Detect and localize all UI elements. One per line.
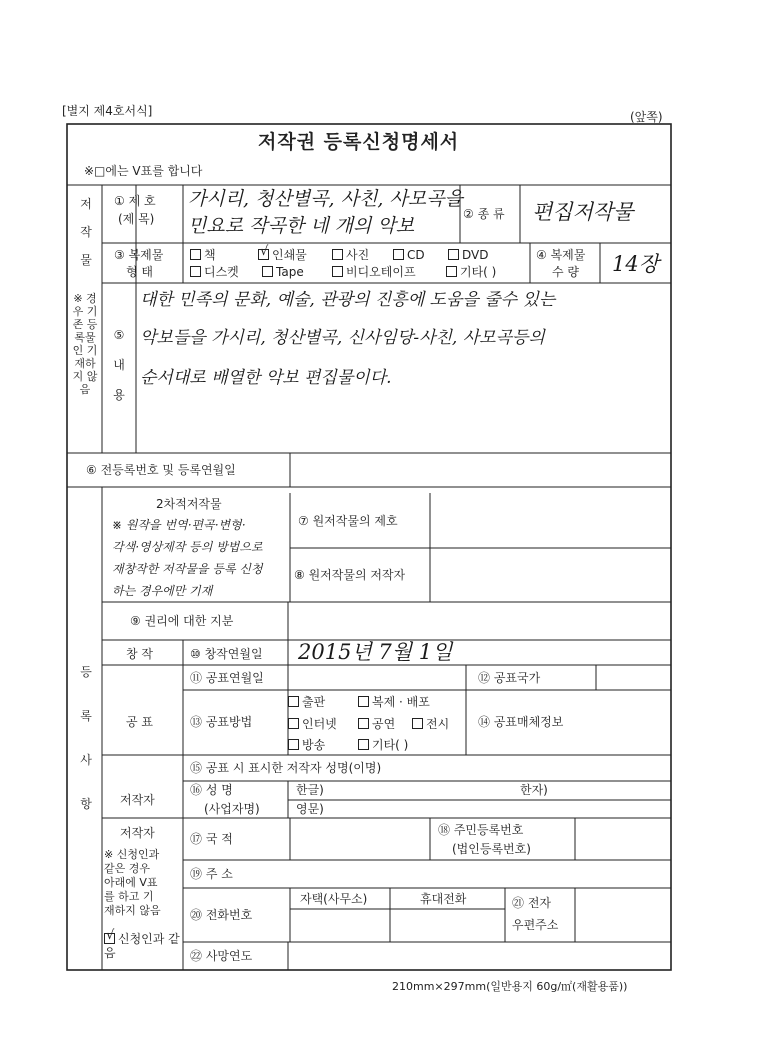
name-korean-label: 한글) [296,783,324,797]
copy-option-tape[interactable]: Tape [262,265,304,279]
content-label: ⑤ 내 용 [113,328,125,402]
applicant-note-1: ※ 신청인과 [104,848,160,861]
applicant-note-2: 같은 경우 [104,862,151,875]
checkbox-icon [358,696,369,707]
copy-option-dvd[interactable]: DVD [448,248,488,262]
form-number: [별지 제4호서식] [62,104,153,118]
creation-label: 창 작 [126,647,153,661]
copy-count-value: 14장 [612,252,660,276]
paper-spec: 210mm×297mm(일반용지 60g/㎡(재활용품)) [392,980,628,993]
checkbox-icon [190,249,201,260]
publication-date-label: ⑪ 공표연월일 [190,671,264,685]
copy-option-diskette[interactable]: 디스켓 [190,265,239,279]
copy-form-label: ③ 복제물 [114,248,164,262]
pub-method-distribution[interactable]: 복제 · 배포 [358,695,430,709]
copy-option-print[interactable]: √ 인쇄물 [260,244,307,262]
author-label: 저작자 [120,793,155,807]
pub-method-exhibition[interactable]: 전시 [412,717,449,731]
checkbox-icon [190,266,201,277]
type-label: ② 종 류 [463,207,505,221]
checkbox-icon [393,249,404,260]
resident-number-label-sub: (법인등록번호) [452,842,531,856]
publication-author-name-label: ⑮ 공표 시 표시한 저작자 성명(이명) [190,761,382,775]
rights-share-label: ⑨ 권리에 대한 지분 [130,614,234,628]
copy-option-other[interactable]: 기타( ) [446,265,496,279]
publication-media-label: ⑭ 공표매체정보 [478,715,564,729]
checkbox-icon [412,718,423,729]
death-year-label: ㉒ 사망연도 [190,949,253,963]
copy-count-label-sub: 수 량 [552,265,579,279]
pub-method-performance[interactable]: 공연 [358,717,395,731]
checkbox-icon [288,696,299,707]
title-value-line1: 가시리, 청산별곡, 사친, 사모곡을 [188,188,463,210]
same-as-applicant-checkbox[interactable]: √ 신청인과 같음 [104,928,180,960]
title-label: ① 제 호 [114,194,156,208]
publication-label: 공 표 [126,715,153,729]
content-value-line2: 악보들을 가시리, 청산별곡, 신사임당-사친, 사모곡등의 [140,328,545,348]
checkbox-icon [448,249,459,260]
title-value-line2: 민요로 작곡한 네 개의 악보 [188,215,415,237]
name-label: ⑯ 성 명 [190,783,233,797]
email-label-sub: 우편주소 [512,918,559,932]
copy-option-videotape[interactable]: 비디오테이프 [332,265,416,279]
resident-number-label: ⑱ 주민등록번호 [438,823,524,837]
original-title-label: ⑦ 원저작물의 제호 [298,514,398,528]
publication-country-label: ⑫ 공표국가 [478,671,541,685]
prior-registration-label: ⑥ 전등록번호 및 등록연월일 [86,463,236,477]
pub-method-publishing[interactable]: 출판 [288,695,325,709]
derivative-note-4: 하는 경우에만 기재 [112,584,213,598]
name-english-label: 영문) [296,802,324,816]
creation-date-value: 2015년 7월 1일 [298,640,453,664]
checkbox-checked-icon: √ [106,928,115,943]
derivative-note-2: 각색·영상제작 등의 방법으로 [112,540,263,554]
phone-mobile-label: 휴대전화 [420,892,467,906]
derivative-title: 2차적저작물 [156,497,222,511]
checkbox-icon [288,718,299,729]
checkbox-instruction: ※□에는 V표를 합니다 [84,164,203,178]
copy-option-cd[interactable]: CD [393,248,425,262]
name-label-sub: (사업자명) [204,802,260,816]
pub-method-internet[interactable]: 인터넷 [288,717,337,731]
checkbox-icon [332,266,343,277]
nationality-label: ⑰ 국 적 [190,832,233,846]
applicant-note-3: 아래에 V표 [104,876,158,889]
applicant-author-label: 저작자 [120,826,155,840]
applicant-note-4: 를 하고 기 [104,890,154,903]
name-hanja-label: 한자) [520,783,548,797]
content-note: ※ 경우 기존 등록물인 기재하지 않음 [72,292,98,396]
phone-home-label: 자택(사무소) [300,892,368,906]
checkbox-icon [262,266,273,277]
registration-section-label: 등록사항 [80,665,92,811]
copy-option-book[interactable]: 책 [190,248,216,262]
publication-method-label: ⑬ 공표방법 [190,715,253,729]
copy-form-label-sub: 형 태 [126,265,153,279]
checkbox-icon [358,739,369,750]
derivative-note-1: ※ 원작을 번역·편곡·변형· [112,518,246,532]
copy-option-photo[interactable]: 사진 [332,248,369,262]
checkbox-icon [446,266,457,277]
checkbox-checked-icon: √ [260,244,269,259]
derivative-note-3: 재창작한 저작물을 등록 신청 [112,562,263,576]
content-value-line1: 대한 민족의 문화, 예술, 관광의 진흥에 도움을 줄수 있는 [140,290,556,310]
phone-label: ⑳ 전화번호 [190,908,253,922]
applicant-note-5: 재하지 않음 [104,904,161,917]
pub-method-other[interactable]: 기타( ) [358,738,408,752]
creation-date-label: ⑩ 창작연월일 [190,647,263,661]
page-side-label: (앞쪽) [630,110,663,124]
address-label: ⑲ 주 소 [190,867,233,881]
form-title: 저작권 등록신청명세서 [258,131,460,153]
email-label: ㉑ 전자 [512,896,551,910]
content-value-line3: 순서대로 배열한 악보 편집물이다. [140,368,392,388]
type-value: 편집저작물 [532,200,634,224]
checkbox-icon [358,718,369,729]
work-section-label: 저작물 [80,197,92,267]
checkbox-icon [288,739,299,750]
title-label-sub: (제 목) [118,212,155,226]
copy-count-label: ④ 복제물 [536,248,586,262]
checkbox-icon [332,249,343,260]
original-author-label: ⑧ 원저작물의 저작자 [294,568,406,582]
pub-method-broadcast[interactable]: 방송 [288,738,325,752]
